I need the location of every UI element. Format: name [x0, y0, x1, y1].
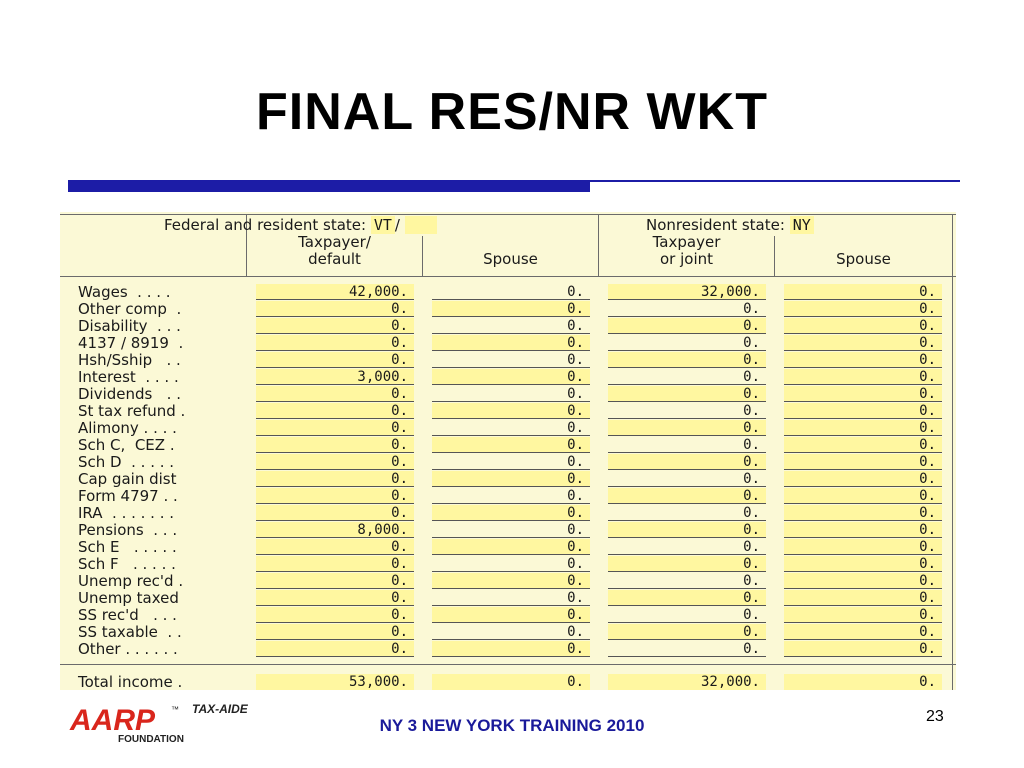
amount-field[interactable]: 0.: [432, 505, 590, 521]
amount-field[interactable]: 0.: [608, 607, 766, 623]
grid-hline-top: [60, 214, 956, 215]
total-income-row: [60, 674, 956, 690]
row-label: Form 4797 . .: [78, 487, 178, 505]
amount-field[interactable]: 0.: [432, 318, 590, 334]
amount-field[interactable]: 0.: [784, 539, 942, 555]
row-label: Alimony . . . .: [78, 419, 177, 437]
amount-field[interactable]: 0.: [784, 301, 942, 317]
amount-field[interactable]: 0.: [784, 624, 942, 640]
row-label: Disability . . .: [78, 317, 181, 335]
amount-field[interactable]: 3,000.: [256, 369, 414, 385]
resident-state-value: VT: [373, 216, 392, 234]
amount-field[interactable]: 0.: [432, 641, 590, 657]
amount-field[interactable]: 0.: [256, 403, 414, 419]
amount-field[interactable]: 0.: [432, 437, 590, 453]
amount-field[interactable]: 0.: [608, 335, 766, 351]
row-label: Pensions . . .: [78, 521, 178, 539]
col-header-spouse-res: [423, 234, 598, 268]
amount-field[interactable]: 0.: [784, 641, 942, 657]
amount-field[interactable]: 0.: [608, 420, 766, 436]
amount-field[interactable]: 0.: [256, 624, 414, 640]
amount-field[interactable]: 0.: [432, 352, 590, 368]
amount-field[interactable]: 0.: [608, 522, 766, 538]
amount-field[interactable]: 0.: [784, 471, 942, 487]
col-header-line2: or joint: [659, 250, 713, 268]
amount-field[interactable]: 0.: [608, 386, 766, 402]
amount-field[interactable]: 0.: [432, 573, 590, 589]
amount-field[interactable]: 0.: [608, 318, 766, 334]
row-label: IRA . . . . . . .: [78, 504, 175, 522]
table-row: [60, 556, 956, 573]
amount-field[interactable]: 0.: [256, 641, 414, 657]
row-label: Other comp .: [78, 300, 182, 318]
slide-title: FINAL RES/NR WKT: [256, 83, 768, 141]
row-label: Wages . . . .: [78, 283, 171, 301]
col-header-taxpayer-default: [247, 234, 422, 268]
amount-field[interactable]: 0.: [784, 607, 942, 623]
row-label: Cap gain dist: [78, 470, 177, 488]
amount-field[interactable]: 0.: [608, 437, 766, 453]
amount-field[interactable]: 0.: [784, 488, 942, 504]
amount-field[interactable]: 0.: [784, 573, 942, 589]
aarp-logo-text: AARP: [70, 704, 156, 737]
row-label: Sch D . . . . .: [78, 453, 175, 471]
amount-field[interactable]: 0.: [608, 573, 766, 589]
amount-field[interactable]: 0.: [432, 403, 590, 419]
resident-state-slash: /: [394, 216, 400, 234]
col-header-line2: Spouse: [483, 250, 538, 268]
amount-field[interactable]: 0.: [256, 488, 414, 504]
amount-field[interactable]: 0.: [784, 352, 942, 368]
amount-field[interactable]: 0.: [784, 556, 942, 572]
slide-footer: NY 3 NEW YORK TRAINING 2010: [379, 716, 645, 735]
table-row: [60, 386, 956, 403]
amount-field[interactable]: 0.: [256, 556, 414, 572]
amount-field[interactable]: 0.: [432, 522, 590, 538]
table-row: [60, 420, 956, 437]
amount-field[interactable]: 0.: [608, 624, 766, 640]
grid-hline-header: [60, 276, 956, 277]
amount-field[interactable]: 32,000.: [608, 284, 766, 300]
col-header-line2: Spouse: [836, 250, 891, 268]
amount-field[interactable]: 0.: [432, 386, 590, 402]
row-label: Dividends . .: [78, 385, 181, 403]
table-row: [60, 573, 956, 590]
amount-field[interactable]: 32,000.: [608, 674, 766, 690]
amount-field[interactable]: 0.: [432, 488, 590, 504]
amount-field[interactable]: 0.: [432, 420, 590, 436]
table-row: [60, 335, 956, 352]
amount-field[interactable]: 0.: [784, 454, 942, 470]
col-header-line1: [423, 234, 598, 251]
amount-field[interactable]: 0.: [432, 369, 590, 385]
col-header-line1: Taxpayer: [652, 233, 721, 251]
table-row: [60, 641, 956, 658]
table-row: [60, 454, 956, 471]
row-label: Sch E . . . . .: [78, 538, 177, 556]
amount-field[interactable]: 0.: [256, 505, 414, 521]
col-header-line1: [775, 234, 952, 251]
amount-field[interactable]: 0.: [432, 301, 590, 317]
foundation-text: FOUNDATION: [118, 734, 184, 745]
aarp-tm: ™: [171, 705, 179, 714]
amount-field[interactable]: 0.: [256, 335, 414, 351]
grid-hline-total: [60, 664, 956, 665]
table-row: [60, 522, 956, 539]
row-label: Unemp taxed: [78, 589, 179, 607]
amount-field[interactable]: 0.: [784, 420, 942, 436]
row-label: Sch C, CEZ .: [78, 436, 175, 454]
table-row: [60, 369, 956, 386]
nonresident-header: [646, 216, 814, 234]
table-row: [60, 318, 956, 335]
title-underline-thick: [68, 180, 590, 192]
amount-field[interactable]: 0.: [256, 386, 414, 402]
row-label: SS taxable . .: [78, 623, 182, 641]
resident-state-field[interactable]: [371, 216, 395, 234]
row-label: Total income .: [78, 673, 183, 690]
amount-field[interactable]: 0.: [784, 590, 942, 606]
row-label: SS rec'd . . .: [78, 606, 177, 624]
amount-field[interactable]: 0.: [432, 471, 590, 487]
amount-field[interactable]: 0.: [256, 437, 414, 453]
table-row: [60, 403, 956, 420]
amount-field[interactable]: 0.: [432, 674, 590, 690]
amount-field[interactable]: 0.: [256, 420, 414, 436]
worksheet-form: [60, 212, 956, 690]
amount-field[interactable]: 0.: [608, 488, 766, 504]
table-row: [60, 607, 956, 624]
col-header-line1: Taxpayer/: [298, 233, 371, 251]
amount-field[interactable]: 0.: [608, 590, 766, 606]
amount-field[interactable]: 0.: [608, 539, 766, 555]
amount-field[interactable]: 0.: [256, 471, 414, 487]
amount-field[interactable]: 0.: [784, 318, 942, 334]
page-number: 23: [926, 708, 944, 725]
amount-field[interactable]: 0.: [608, 505, 766, 521]
amount-field[interactable]: 0.: [256, 454, 414, 470]
col-header-taxpayer-joint: [599, 234, 774, 268]
amount-field[interactable]: 0.: [256, 301, 414, 317]
table-row: [60, 301, 956, 318]
table-row: [60, 284, 956, 301]
amount-field[interactable]: 0.: [784, 437, 942, 453]
amount-field[interactable]: 0.: [432, 607, 590, 623]
federal-resident-header: [164, 216, 437, 234]
amount-field[interactable]: 0.: [608, 454, 766, 470]
amount-field[interactable]: 0.: [256, 607, 414, 623]
amount-field[interactable]: 8,000.: [256, 522, 414, 538]
amount-field[interactable]: 0.: [784, 369, 942, 385]
amount-field[interactable]: 0.: [784, 674, 942, 690]
amount-field[interactable]: 0.: [784, 403, 942, 419]
amount-field[interactable]: 0.: [784, 284, 942, 300]
amount-field[interactable]: 53,000.: [256, 674, 414, 690]
amount-field[interactable]: 0.: [256, 590, 414, 606]
table-row: [60, 505, 956, 522]
col-header-spouse-nonres: [775, 234, 952, 268]
amount-field[interactable]: 0.: [608, 369, 766, 385]
row-label: Unemp rec'd .: [78, 572, 184, 590]
amount-field[interactable]: 0.: [608, 403, 766, 419]
nonresident-label: Nonresident state:: [646, 216, 785, 234]
amount-field[interactable]: 0.: [432, 624, 590, 640]
federal-label: Federal and resident state:: [164, 216, 367, 234]
amount-field[interactable]: 0.: [432, 284, 590, 300]
amount-field[interactable]: 0.: [608, 352, 766, 368]
amount-field[interactable]: 0.: [784, 335, 942, 351]
tax-aide-text: TAX-AIDE: [192, 702, 248, 716]
amount-field[interactable]: 0.: [256, 318, 414, 334]
amount-field[interactable]: 0.: [608, 641, 766, 657]
amount-field[interactable]: 0.: [784, 386, 942, 402]
amount-field[interactable]: 0.: [784, 505, 942, 521]
table-row: [60, 471, 956, 488]
table-row: [60, 437, 956, 454]
amount-field[interactable]: 0.: [256, 573, 414, 589]
title-underline-thin: [590, 180, 960, 182]
table-row: [60, 624, 956, 641]
amount-field[interactable]: 0.: [608, 471, 766, 487]
row-label: Sch F . . . . .: [78, 555, 176, 573]
amount-field[interactable]: 0.: [432, 539, 590, 555]
amount-field[interactable]: 42,000.: [256, 284, 414, 300]
amount-field[interactable]: 0.: [432, 556, 590, 572]
table-row: [60, 590, 956, 607]
row-label: Interest . . . .: [78, 368, 179, 386]
row-label: 4137 / 8919 .: [78, 334, 184, 352]
amount-field[interactable]: 0.: [608, 556, 766, 572]
col-header-line2: default: [308, 250, 361, 268]
amount-field[interactable]: 0.: [432, 454, 590, 470]
nonresident-state-field[interactable]: [790, 216, 814, 234]
amount-field[interactable]: 0.: [432, 590, 590, 606]
amount-field[interactable]: 0.: [256, 352, 414, 368]
table-row: [60, 352, 956, 369]
amount-field[interactable]: 0.: [256, 539, 414, 555]
row-label: Other . . . . . .: [78, 640, 178, 658]
row-label: St tax refund .: [78, 402, 186, 420]
amount-field[interactable]: 0.: [608, 301, 766, 317]
resident-state-field-2[interactable]: [405, 216, 437, 234]
table-row: [60, 488, 956, 505]
amount-field[interactable]: 0.: [784, 522, 942, 538]
row-label: Hsh/Sship . .: [78, 351, 181, 369]
table-row: [60, 539, 956, 556]
amount-field[interactable]: 0.: [432, 335, 590, 351]
nonresident-state-value: NY: [792, 216, 811, 234]
